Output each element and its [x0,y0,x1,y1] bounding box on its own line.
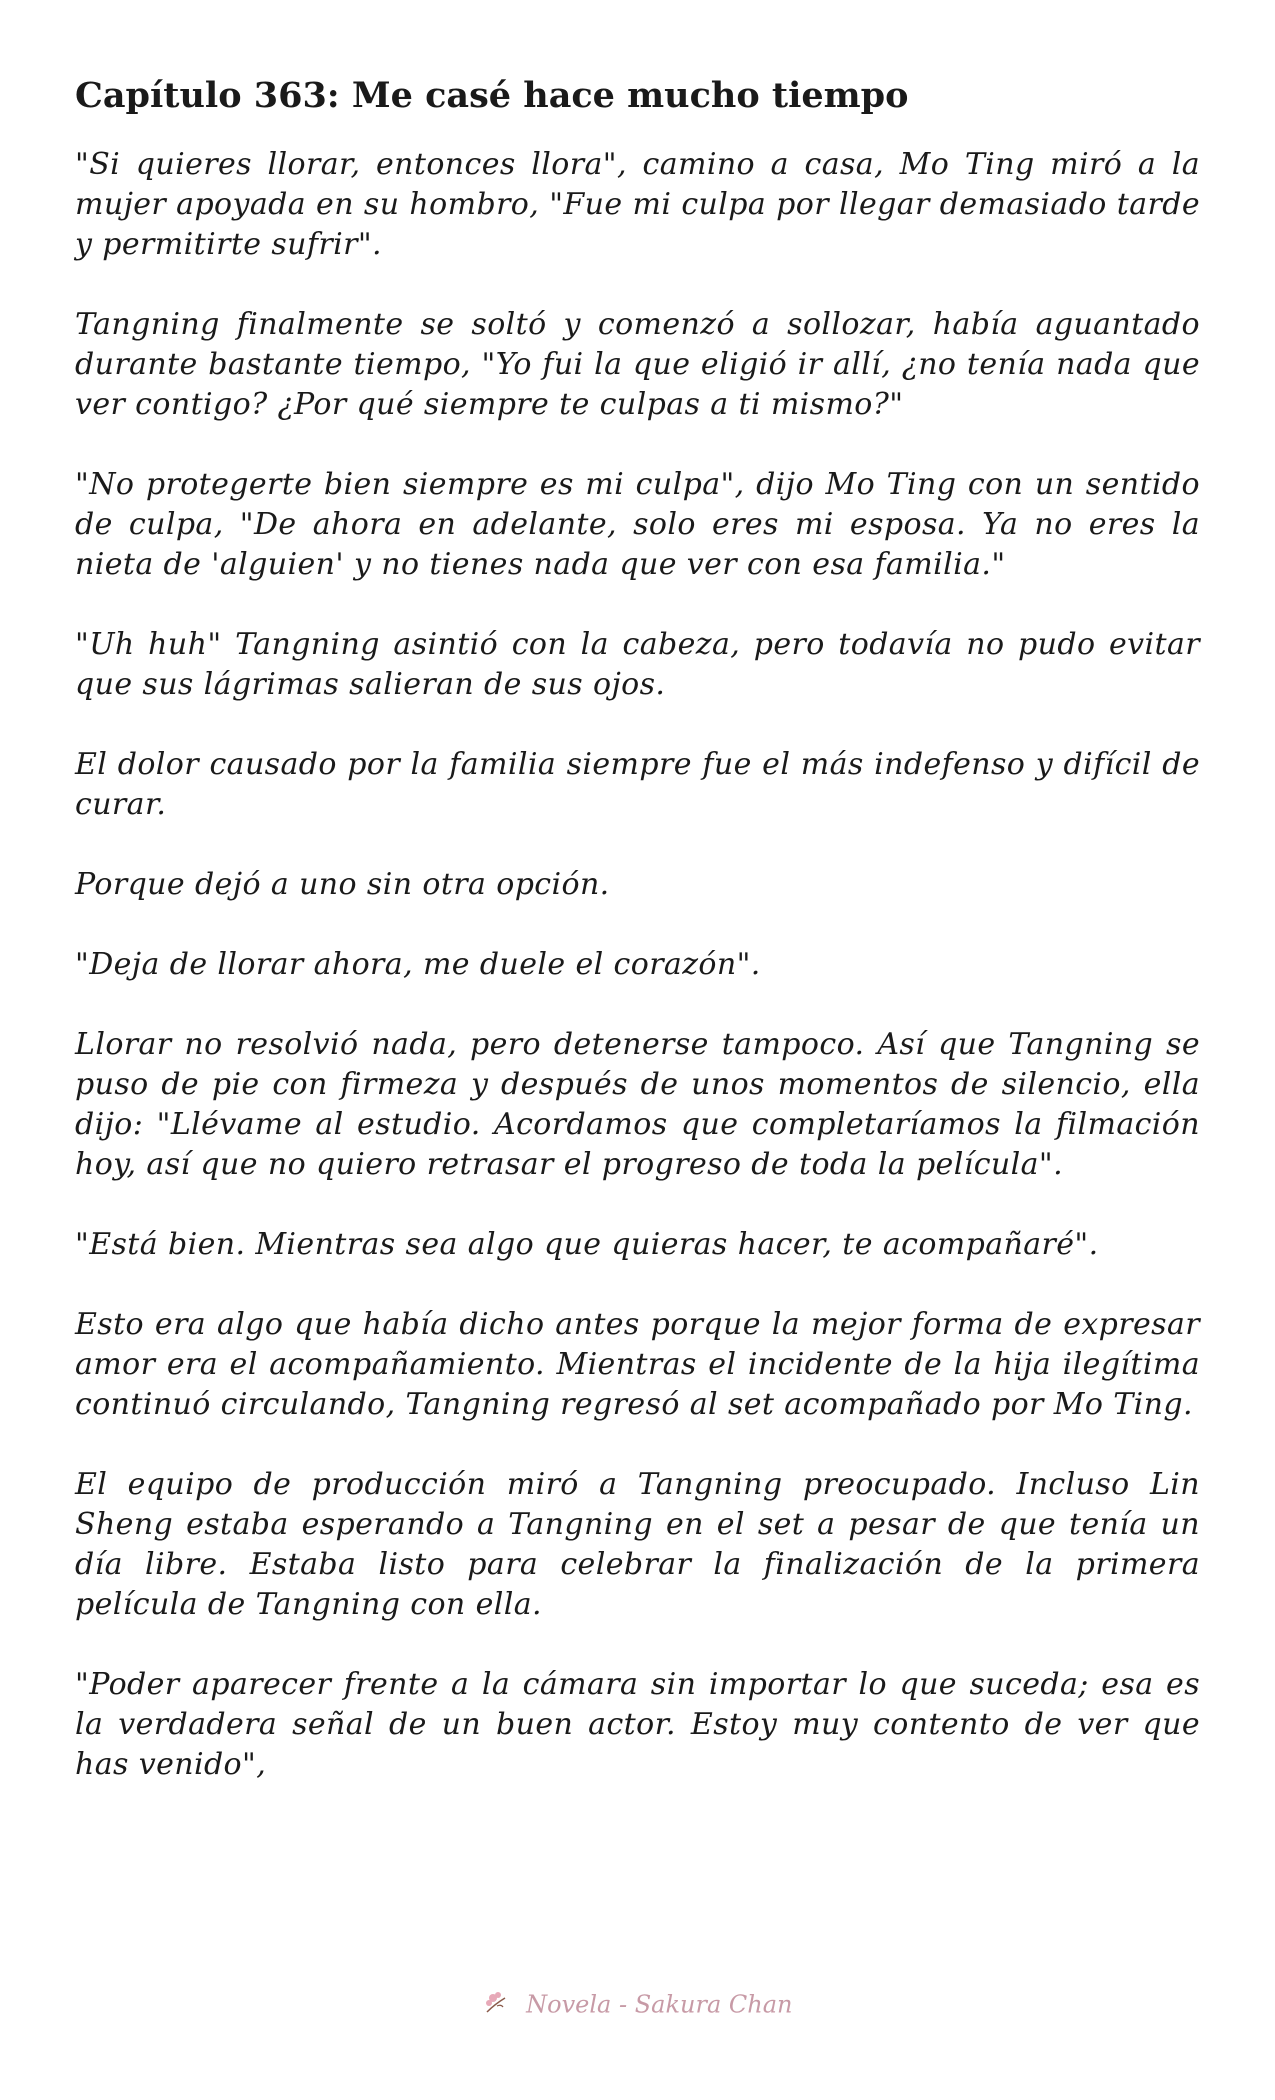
chapter-body [75,145,1200,1785]
paragraph: "Si quieres llorar, entonces llora", camino a casa, Mo Ting miró a la mujer apoyada en su hombro, "Fue mi culpa por llegar demasiado tarde y permitirte sufrir". [75,147,1200,262]
paragraph: El equipo de producción miró a Tangning preocupado. Incluso Lin Sheng estaba esperando a Tangning en el set a pesar de que tenía un día libre. Estaba listo para celebrar la finalización de la primera película de Tangning con ella. [75,1467,1200,1622]
sakura-flower-icon [483,1990,513,2022]
paragraph: Llorar no resolvió nada, pero detenerse tampoco. Así que Tangning se puso de pie con firmeza y después de unos momentos de silencio, ella dijo: "Llévame al estudio. Acordamos que completaríamos la filmación hoy, así que no quiero retrasar el progreso de toda la película". [75,1027,1200,1182]
watermark-text: Novela - Sakura Chan [526,1990,793,2019]
document-page [75,60,1200,1825]
paragraph: "Poder aparecer frente a la cámara sin importar lo que suceda; esa es la verdadera señal de un buen actor. Estoy muy contento de ver que has venido", [75,1667,1200,1782]
paragraph: "No protegerte bien siempre es mi culpa", dijo Mo Ting con un sentido de culpa, "De ahora en adelante, solo eres mi esposa. Ya no eres la nieta de 'alguien' y no tienes nada que ver con esa familia." [75,467,1200,582]
paragraph: "Uh huh" Tangning asintió con la cabeza, pero todavía no pudo evitar que sus lágrimas salieran de sus ojos. [75,627,1200,702]
chapter-title: Capítulo 363: Me casé hace mucho tiempo [75,75,909,116]
paragraph: El dolor causado por la familia siempre fue el más indefenso y difícil de curar. [75,747,1200,822]
paragraph: Esto era algo que había dicho antes porque la mejor forma de expresar amor era el acompañamiento. Mientras el incidente de la hija ilegítima continuó circulando, Tangning regresó al set acompañado por Mo Ting. [75,1307,1200,1422]
paragraph: "Deja de llorar ahora, me duele el corazón". [75,947,761,982]
paragraph: Tangning finalmente se soltó y comenzó a sollozar, había aguantado durante bastante tiempo, "Yo fui la que eligió ir allí, ¿no tenía nada que ver contigo? ¿Por qué siempre te culpas a ti mismo?" [75,307,1200,422]
paragraph: Porque dejó a uno sin otra opción. [75,867,610,902]
watermark [0,1990,1275,2022]
paragraph: "Está bien. Mientras sea algo que quieras hacer, te acompañaré". [75,1227,1099,1262]
